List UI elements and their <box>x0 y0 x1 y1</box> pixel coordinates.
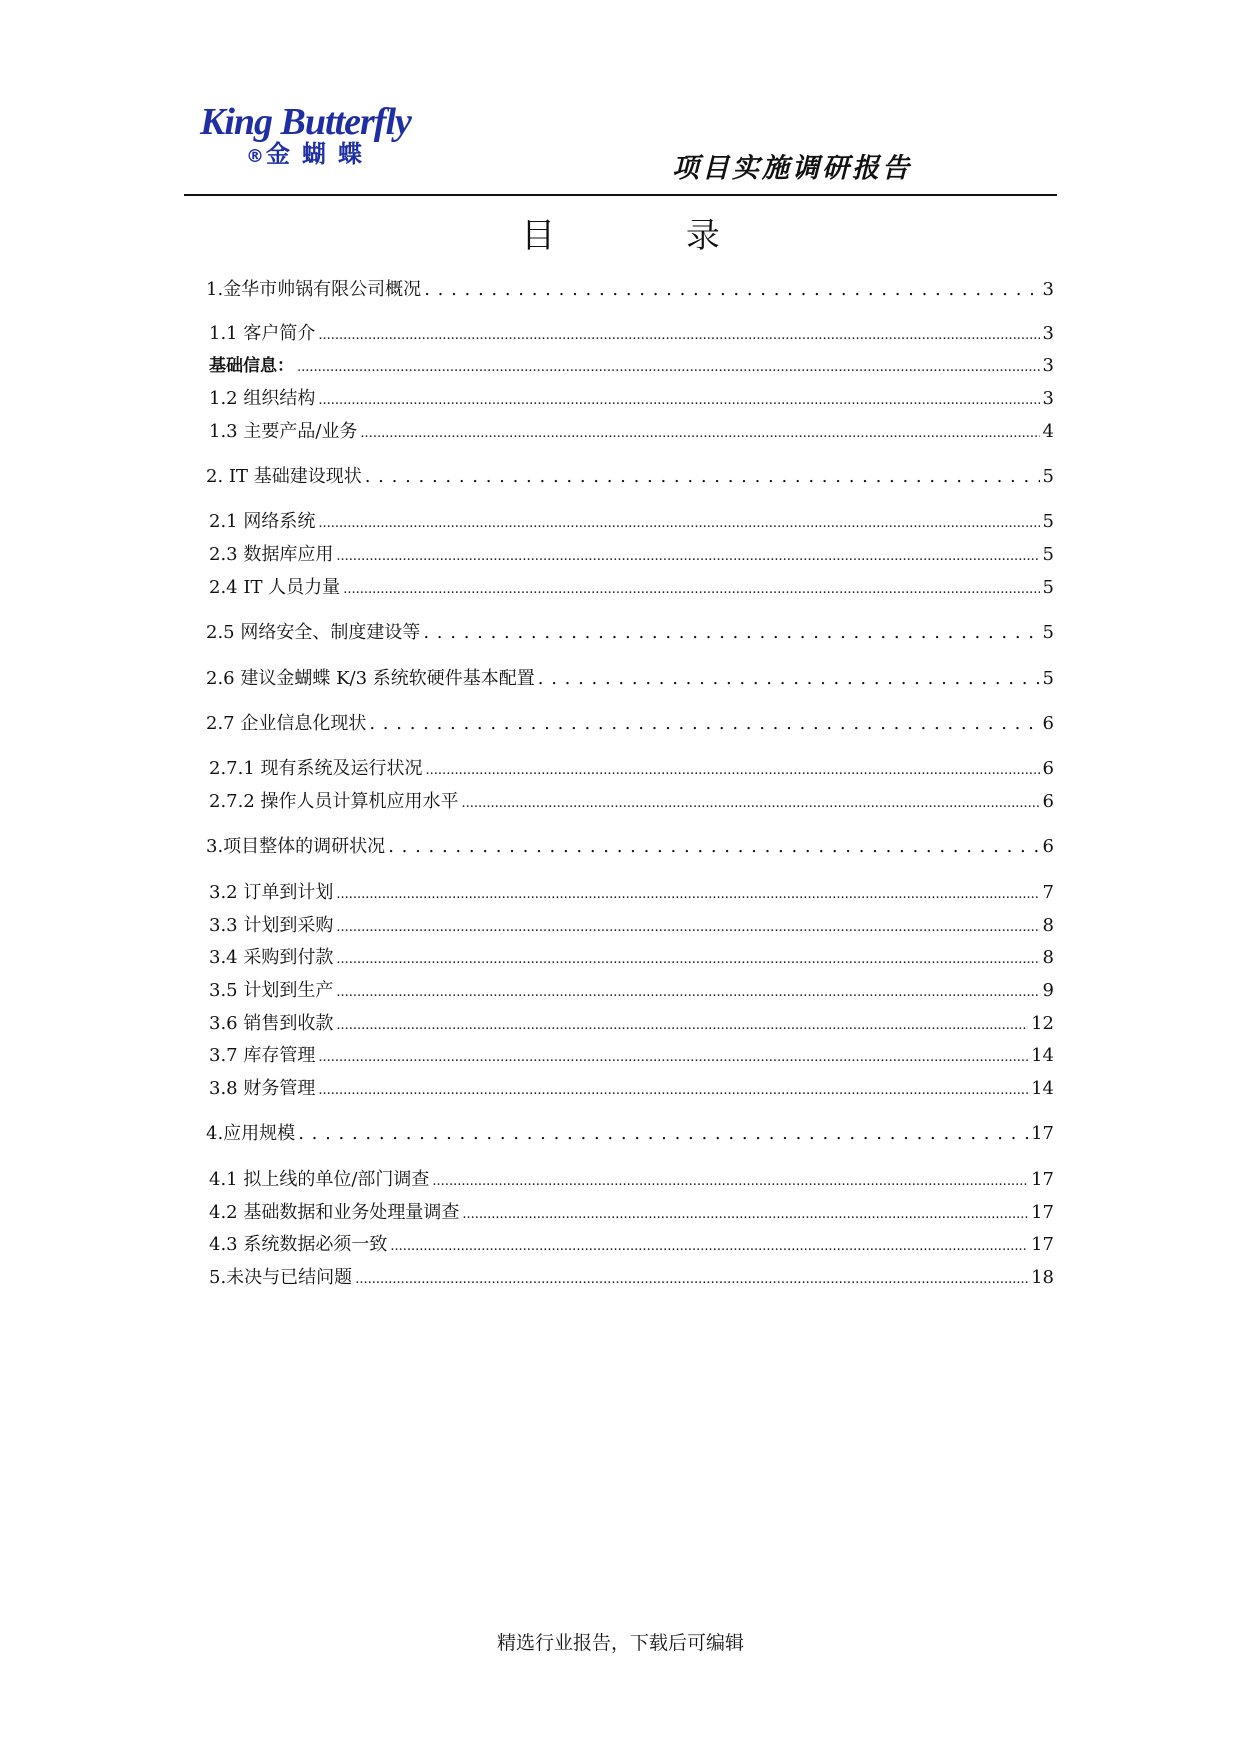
toc-entry-title: 3.8 财务管理 <box>209 1078 316 1099</box>
toc-entry-3-7[interactable] <box>209 1043 1054 1069</box>
toc-entry-page: 3 <box>1042 388 1054 409</box>
toc-entry-2-7[interactable] <box>206 711 1054 737</box>
toc-entry-3-8[interactable] <box>209 1076 1054 1102</box>
toc-entry-title: 4.2 基础数据和业务处理量调查 <box>209 1202 460 1223</box>
logo-chinese-name: 金蝴蝶 <box>266 140 374 168</box>
toc-entry-title: 1.金华市帅锅有限公司概况 <box>206 279 422 300</box>
toc-dot-leader <box>423 620 1039 646</box>
toc-entry-page: 3 <box>1042 355 1054 376</box>
toc-entry-3-4[interactable] <box>209 945 1054 971</box>
toc-dot-leader <box>336 542 1039 570</box>
footer-note: 精选行业报告，下载后可编辑 <box>496 1632 744 1654</box>
toc-entry-basic-info[interactable] <box>209 353 1054 379</box>
toc-entry-title: 2.5 网络安全、制度建设等 <box>206 622 421 643</box>
logo-latin-text: King Butterfly <box>200 101 411 143</box>
toc-entry-page: 14 <box>1031 1045 1054 1066</box>
toc-entry-title: 2.7.1 现有系统及运行状况 <box>209 758 423 779</box>
toc-entry-1[interactable] <box>206 277 1054 303</box>
toc-entry-title: 4.1 拟上线的单位/部门调查 <box>209 1169 430 1190</box>
toc-entry-title: 3.4 采购到付款 <box>209 947 334 968</box>
toc-entry-page: 6 <box>1042 758 1054 779</box>
toc-entry-title: 3.2 订单到计划 <box>209 882 334 903</box>
toc-dot-leader <box>369 711 1039 737</box>
toc-entry-title: 1.2 组织结构 <box>209 388 316 409</box>
toc-dot-leader <box>388 834 1039 860</box>
toc-dot-leader <box>462 1200 1028 1228</box>
toc-entry-2-4[interactable] <box>209 575 1054 601</box>
toc-entry-title: 3.6 销售到收款 <box>209 1013 334 1034</box>
toc-dot-leader <box>318 1043 1028 1071</box>
toc-entry-2-7-2[interactable] <box>209 789 1054 815</box>
toc-entry-page: 5 <box>1042 511 1054 532</box>
toc-entry-1-3[interactable] <box>209 419 1054 445</box>
toc-entry-3-3[interactable] <box>209 913 1054 939</box>
toc-entry-1-2[interactable] <box>209 386 1054 412</box>
toc-dot-leader <box>426 756 1040 784</box>
toc-dot-leader <box>336 978 1039 1006</box>
toc-dot-leader <box>336 1011 1028 1039</box>
toc-dot-leader <box>318 386 1039 414</box>
toc-entry-title: 5.未决与已结问题 <box>209 1267 353 1288</box>
toc-dot-leader <box>318 1076 1028 1104</box>
toc-entry-1-1[interactable] <box>209 321 1054 347</box>
toc-entry-title: 基础信息： <box>209 356 294 376</box>
toc-dot-leader <box>390 1232 1028 1260</box>
toc-entry-title: 2. IT 基础建设现状 <box>206 466 362 487</box>
toc-entry-4-2[interactable] <box>209 1200 1054 1226</box>
toc-entry-page: 4 <box>1042 421 1054 442</box>
toc-dot-leader <box>336 913 1039 941</box>
toc-entry-title: 3.项目整体的调研状况 <box>206 836 386 857</box>
toc-entry-page: 5 <box>1042 466 1054 487</box>
toc-entry-2-1[interactable] <box>209 509 1054 535</box>
toc-entry-title: 3.3 计划到采购 <box>209 915 334 936</box>
toc-entry-page: 3 <box>1042 323 1054 344</box>
toc-entry-page: 6 <box>1042 836 1054 857</box>
toc-entry-4-3[interactable] <box>209 1232 1054 1258</box>
toc-entry-page: 5 <box>1042 668 1054 689</box>
toc-entry-page: 9 <box>1042 980 1054 1001</box>
toc-entry-4[interactable] <box>206 1121 1054 1147</box>
toc-entry-page: 7 <box>1042 882 1054 903</box>
toc-entry-page: 3 <box>1042 279 1054 300</box>
toc-entry-title: 2.7 企业信息化现状 <box>206 713 367 734</box>
toc-dot-leader <box>318 321 1039 349</box>
toc-entry-page: 18 <box>1031 1267 1054 1288</box>
toc-entry-2-5[interactable] <box>206 620 1054 646</box>
toc-entry-2-3[interactable] <box>209 542 1054 568</box>
toc-dot-leader <box>538 666 1040 692</box>
registered-mark: ® <box>246 146 264 167</box>
toc-dot-leader <box>432 1167 1028 1195</box>
toc-entry-2-7-1[interactable] <box>209 756 1054 782</box>
toc-dot-leader <box>318 509 1039 537</box>
toc-dot-leader <box>462 789 1040 817</box>
toc-dot-leader <box>343 575 1039 603</box>
toc-entry-title: 1.1 客户简介 <box>209 323 316 344</box>
toc-entry-2-6[interactable] <box>206 666 1054 692</box>
toc-entry-page: 5 <box>1042 622 1054 643</box>
toc-dot-leader <box>365 464 1040 490</box>
toc-dot-leader <box>336 945 1039 973</box>
toc-entry-5[interactable] <box>209 1265 1054 1291</box>
toc-entry-3-5[interactable] <box>209 978 1054 1004</box>
toc-dot-leader <box>360 419 1039 447</box>
toc-entry-page: 6 <box>1042 713 1054 734</box>
toc-entry-page: 17 <box>1031 1234 1054 1255</box>
toc-entry-page: 17 <box>1031 1123 1054 1144</box>
toc-entry-title: 3.7 库存管理 <box>209 1045 316 1066</box>
toc-entry-title: 2.3 数据库应用 <box>209 544 334 565</box>
toc-dot-leader <box>298 1121 1028 1147</box>
toc-dot-leader <box>424 277 1039 303</box>
toc-entry-page: 5 <box>1042 577 1054 598</box>
toc-entry-title: 3.5 计划到生产 <box>209 980 334 1001</box>
toc-entry-title: 2.6 建议金蝴蝶 K/3 系统软硬件基本配置 <box>206 668 535 689</box>
toc-heading: 目 录 <box>521 216 780 256</box>
toc-dot-leader <box>336 880 1039 908</box>
toc-entry-page: 14 <box>1031 1078 1054 1099</box>
toc-entry-title: 2.4 IT 人员力量 <box>209 577 341 598</box>
toc-entry-title: 4.应用规模 <box>206 1123 296 1144</box>
toc-entry-2[interactable] <box>206 464 1054 490</box>
toc-entry-page: 6 <box>1042 791 1054 812</box>
toc-entry-page: 5 <box>1042 544 1054 565</box>
toc-entry-page: 17 <box>1031 1202 1054 1223</box>
toc-entry-title: 2.7.2 操作人员计算机应用水平 <box>209 791 459 812</box>
toc-entry-3-6[interactable] <box>209 1011 1054 1037</box>
toc-entry-3-2[interactable] <box>209 880 1054 906</box>
toc-entry-title: 1.3 主要产品/业务 <box>209 421 358 442</box>
toc-dot-leader <box>355 1265 1028 1293</box>
toc-entry-page: 8 <box>1042 915 1054 936</box>
toc-entry-page: 17 <box>1031 1169 1054 1190</box>
toc-entry-page: 12 <box>1031 1013 1054 1034</box>
toc-entry-title: 2.1 网络系统 <box>209 511 316 532</box>
toc-dot-leader <box>297 353 1040 381</box>
toc-entry-page: 8 <box>1042 947 1054 968</box>
toc-entry-4-1[interactable] <box>209 1167 1054 1193</box>
toc-entry-3[interactable] <box>206 834 1054 860</box>
toc-entry-title: 4.3 系统数据必须一致 <box>209 1234 388 1255</box>
report-title: 项目实施调研报告 <box>672 153 912 184</box>
